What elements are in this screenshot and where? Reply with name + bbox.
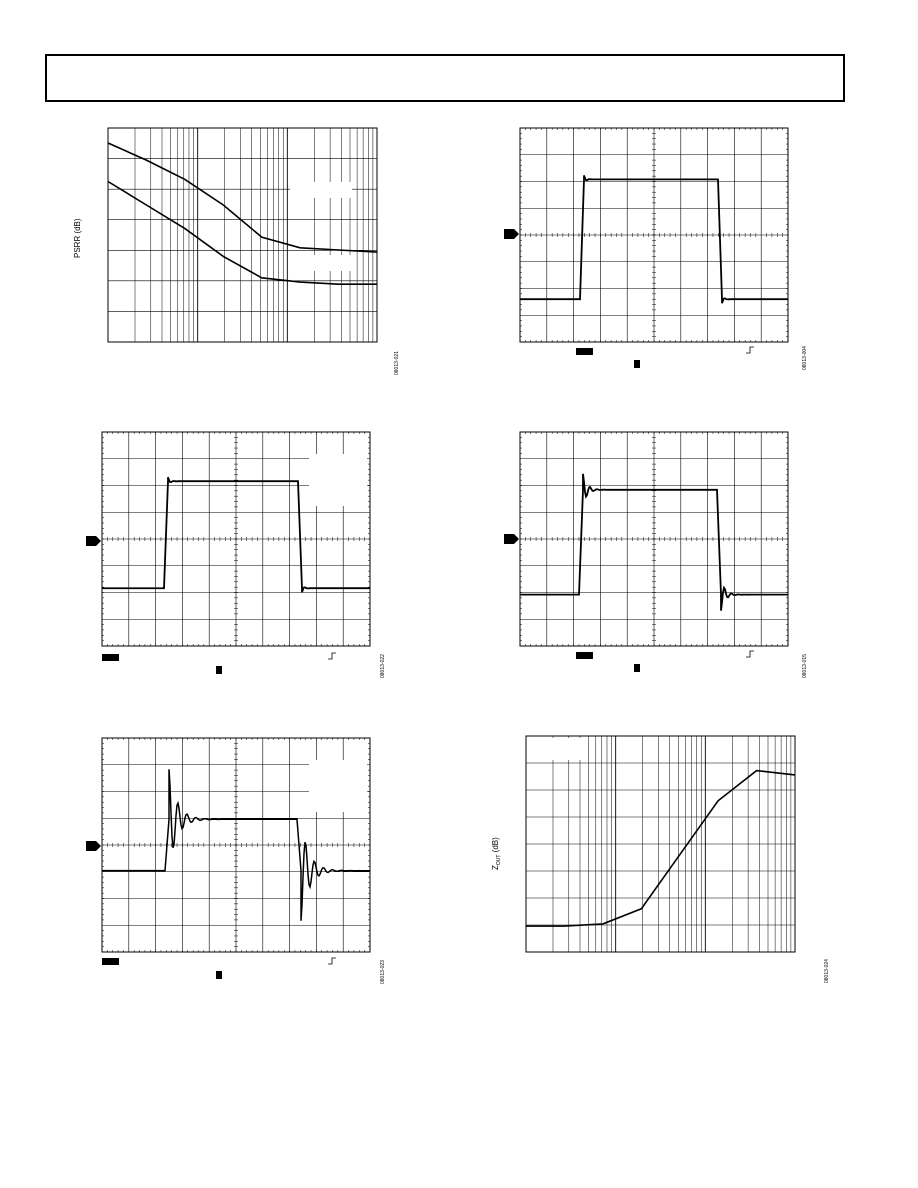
scope2-cursor-marker [216,666,222,674]
scope2-legend-patch [309,454,367,506]
scope-chart-2 [84,424,394,682]
scope-chart-1 [502,120,812,375]
scope3-trigger-icon [746,651,754,657]
zout-curve [526,771,795,927]
scope3-channel-badge [576,652,593,659]
scope4-trigger-icon [328,958,336,964]
scope3-ground-marker [504,534,519,544]
scope1-ground-marker [504,229,519,239]
scope4-legend-patch [309,760,367,812]
zout-chart [488,728,833,990]
scope4-cursor-marker [216,971,222,979]
psrr-figure-id: 08013-021 [394,351,400,375]
scope3-cursor-marker [634,664,640,672]
scope4-channel-badge [102,958,119,965]
psrr-chart [70,120,400,380]
scope2-trigger-icon [328,653,336,659]
scope1-figure-id: 08013-004 [802,346,808,370]
scope3-gridlines [520,432,788,646]
psrr-legend-patch-2 [290,255,352,271]
scope-chart-3 [502,424,812,682]
scope1-trigger-icon [746,347,754,353]
scope3-figure-id: 08013-015 [802,654,808,678]
zout-legend-patch [528,738,584,760]
scope4-ground-marker [86,841,101,851]
psrr-gridlines [108,128,377,342]
scope2-ground-marker [86,536,101,546]
scope1-gridlines [520,128,788,342]
scope-chart-4 [84,730,394,988]
psrr-plot-frame [108,128,377,342]
psrr-y-label: PSRR (dB) [73,218,82,258]
scope2-channel-badge [102,654,119,661]
zout-y-label: $Z_{OUT}$ (dB) [491,837,502,870]
scope1-channel-badge [576,348,593,355]
zout-gridlines [526,736,795,952]
scope2-figure-id: 08013-022 [380,654,386,678]
page-header-box [45,54,845,102]
psrr-legend-patch-1 [290,182,352,198]
scope4-figure-id: 08013-023 [380,960,386,984]
scope1-cursor-marker [634,360,640,368]
zout-figure-id: 08013-024 [824,959,830,983]
